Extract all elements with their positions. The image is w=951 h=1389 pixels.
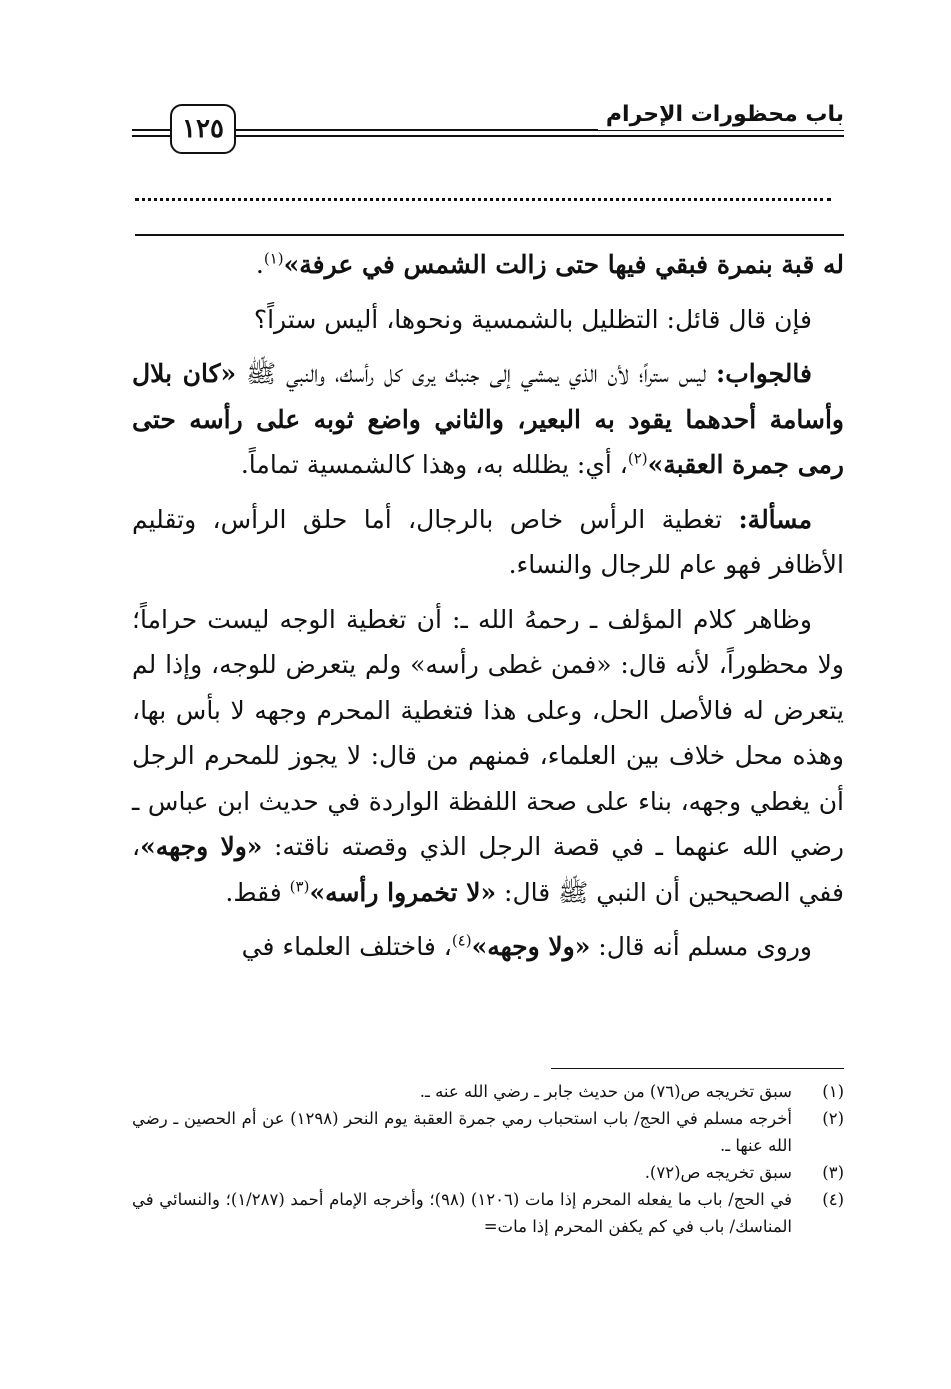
text-span: ليس ستراً؛ لأن الذي يمشي إلى جنبك يرى كل رأسك، والنبي ﷺ: [236, 359, 717, 388]
page-number: ١٢٥: [170, 104, 236, 154]
footnote-number: (١): [822, 1082, 844, 1101]
text-span: وظاهر كلام المؤلف ـ رحمهُ الله ـ: أن تغطية الوجه ليست حراماً؛ ولا محظوراً، لأنه قال: «فمن غطى رأسه» ولم يتعرض للوجه، وإذا لم يتعرض له فالأصل الحل، وعلى هذا فتغطية المحرم وجهه لا بأس بها، وهذه محل خلاف بين العلماء، فمنهم من قال: لا يجوز للمحرم الرجل أن يغطي وجهه، بناء على صحة اللفظة الواردة في حديث ابن عباس ـ رضي الله عنهما ـ في قصة الرجل الذي وقصته ناقته:: [132, 604, 844, 861]
text-span: .: [255, 250, 264, 279]
chapter-title: باب محظورات الإحرام: [598, 100, 844, 130]
paragraph-1: [132, 242, 844, 288]
footnote-number: (٣): [822, 1163, 844, 1182]
footnote-ref: (١): [263, 249, 284, 268]
footnote: [132, 1078, 844, 1105]
text-span: تغطية الرأس خاص بالرجال، أما حلق الرأس، وتقليم الأظافر فهو عام للرجال والنساء.: [132, 504, 844, 579]
answer-label: فالجواب:: [716, 359, 812, 388]
footnote-ref: (٢): [627, 449, 648, 468]
footnote: [132, 1105, 844, 1159]
text-span: ، ففي الصحيحين أن النبي ﷺ قال:: [132, 832, 844, 907]
footnote: [132, 1186, 844, 1240]
text-span: ، فاختلف العلماء في: [241, 932, 452, 961]
text-span: فقط.: [225, 877, 290, 907]
text-span: وروى مسلم أنه قال:: [590, 932, 812, 961]
dotted-separator: [135, 198, 831, 201]
footnotes: [132, 1078, 844, 1240]
paragraph-4: [132, 497, 844, 588]
footnote-number: (٤): [822, 1190, 844, 1209]
footnote: [132, 1159, 844, 1186]
hadith-quote: «ولا وجهه»: [471, 932, 591, 961]
footnote-text: أخرجه مسلم في الحج/ باب استحباب رمي جمرة العقبة يوم النحر (١٢٩٨) عن أم الحصين ـ رضي الله عنها ـ.: [132, 1109, 792, 1155]
header-rule-bottom: [132, 135, 844, 137]
paragraph-2: فإن قال قائل: التظليل بالشمسية ونحوها، أليس ستراً؟: [253, 304, 812, 334]
footnote-number: (٢): [822, 1109, 844, 1128]
footnote-ref: (٤): [451, 931, 472, 950]
paragraph-6: [132, 924, 844, 970]
main-text: [132, 242, 844, 979]
hadith-quote: له قبة بنمرة فبقي فيها حتى زالت الشمس في عرفة»: [283, 250, 844, 279]
footnote-text: سبق تخريجه ص(٧٦) من حديث جابر ـ رضي الله عنه ـ.: [419, 1082, 792, 1101]
text-span: ، أي: يظلله به، وهذا كالشمسية تماماً.: [240, 450, 628, 479]
footnote-ref: (٣): [289, 877, 310, 896]
footnote-text: في الحج/ باب ما يفعله المحرم إذا مات (١٢٠٦) (٩٨)؛ وأخرجه الإمام أحمد (١/٢٨٧)؛ والنسائي في المناسك/ باب في كم يكفن المحرم إذا مات=: [132, 1190, 792, 1236]
issue-label: مسألة:: [738, 504, 812, 534]
paragraph-3: [132, 351, 844, 488]
hadith-quote: «كان بلال وأسامة أحدهما يقود به البعير، والثاني واضع ثوبه على رأسه حتى رمى جمرة العقبة»: [132, 359, 844, 479]
paragraph-5: [132, 597, 844, 916]
hadith-quote: «لا تخمروا رأسه»: [309, 877, 497, 907]
hadith-quote: «ولا وجهه»: [140, 832, 263, 861]
section-rule: [135, 234, 844, 236]
footnote-separator: [551, 1068, 844, 1069]
footnote-text: سبق تخريجه ص(٧٢).: [644, 1163, 792, 1182]
page-header: [132, 100, 844, 160]
